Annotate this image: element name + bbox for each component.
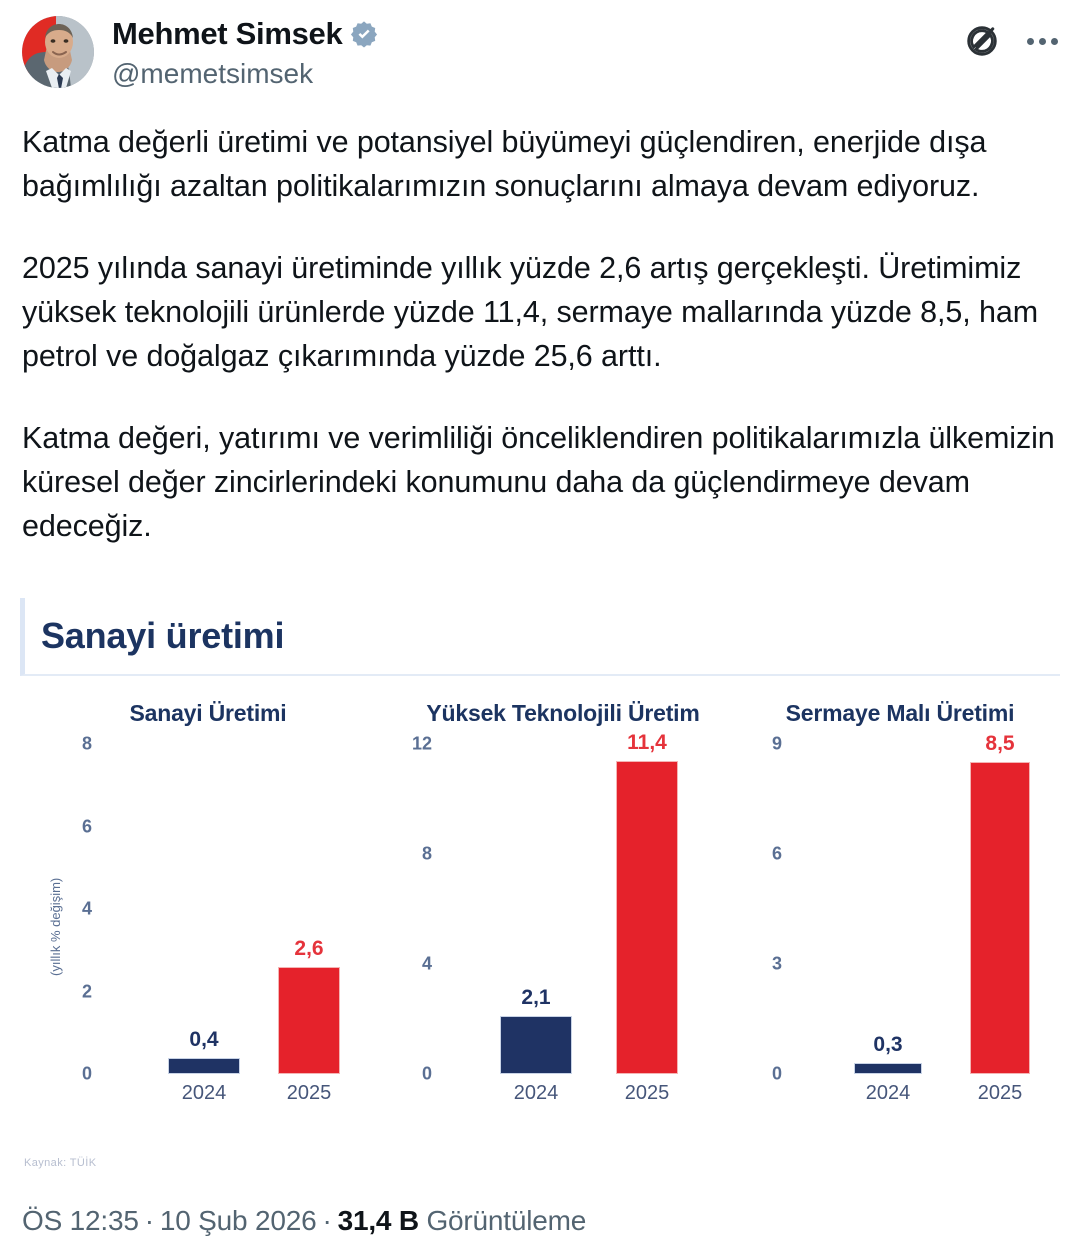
chart-panel-3 xyxy=(738,692,1062,1162)
tweet-time: ÖS 12:35 xyxy=(22,1205,139,1236)
x-axis-tick-label: 2024 xyxy=(513,1082,559,1104)
tweet-header xyxy=(22,14,1060,98)
chart-plot-area xyxy=(388,730,738,1104)
x-axis-tick-label: 2025 xyxy=(286,1082,332,1104)
x-axis-tick-label: 2024 xyxy=(181,1082,227,1104)
x-axis-tick-label: 2025 xyxy=(624,1082,670,1104)
chart-plot-area xyxy=(28,733,388,1104)
bar-value-label: 0,4 xyxy=(189,1027,219,1051)
y-axis-tick-label: 8 xyxy=(81,733,92,754)
display-name[interactable] xyxy=(112,14,378,54)
views-label: Görüntüleme xyxy=(426,1205,587,1236)
chart-source-note: Kaynak: TÜİK xyxy=(24,1157,97,1169)
separator-1: · xyxy=(144,1205,154,1236)
chart-title: Yüksek Teknolojili Üretim xyxy=(426,700,700,726)
y-axis-tick-label: 6 xyxy=(81,816,92,836)
charts-container xyxy=(18,692,1062,1162)
chart-panel-2 xyxy=(388,692,738,1162)
y-axis-tick-label: 4 xyxy=(81,898,92,919)
bar-value-label: 2,1 xyxy=(521,986,551,1010)
handle[interactable]: @memetsimsek xyxy=(112,58,314,89)
bar-value-label: 2,6 xyxy=(294,936,324,960)
bar-2025 xyxy=(970,762,1030,1074)
verified-badge-icon xyxy=(350,18,378,46)
y-axis-tick-label: 12 xyxy=(411,733,432,754)
y-axis-tick-label: 8 xyxy=(421,843,432,864)
chart-card-header xyxy=(20,598,1060,676)
header-actions xyxy=(965,24,1060,58)
tweet-footer xyxy=(22,1205,586,1237)
bar-value-label: 11,4 xyxy=(627,730,667,754)
avatar[interactable] xyxy=(22,16,94,88)
y-axis-tick-label: 3 xyxy=(771,953,782,974)
y-axis-tick-label: 4 xyxy=(421,953,432,974)
bar-2024 xyxy=(168,1058,240,1075)
x-axis-tick-label: 2025 xyxy=(977,1082,1023,1104)
y-axis-tick-label: 0 xyxy=(421,1063,432,1084)
separator-2: · xyxy=(322,1205,332,1236)
chart-card-title: Sanayi üretimi xyxy=(41,615,285,656)
y-axis-tick-label: 6 xyxy=(771,843,782,864)
more-options-icon[interactable] xyxy=(1025,32,1060,51)
bar-2025 xyxy=(616,761,678,1075)
y-axis-tick-label: 2 xyxy=(81,981,92,1001)
y-axis-tick-label: 0 xyxy=(771,1063,782,1084)
x-axis-tick-label: 2024 xyxy=(865,1082,911,1104)
bar-2024 xyxy=(854,1063,922,1074)
tweet-paragraph-2: 2025 yılında sanayi üretiminde yıllık yüzde 2,6 artış gerçekleşti. Üretimimiz yüksek teknolojili ürünlerde yüzde 11,4, sermaye mallarında yüzde 8,5, ham petrol ve doğalgaz çıkarımında yüzde 25,6 arttı. xyxy=(22,251,1039,373)
chart-title: Sanayi Üretimi xyxy=(129,700,287,726)
bar-2025 xyxy=(278,967,340,1074)
chart-title: Sermaye Malı Üretimi xyxy=(785,700,1015,726)
bar-value-label: 8,5 xyxy=(985,732,1015,756)
grok-icon[interactable] xyxy=(965,24,999,58)
views-count: 31,4 B xyxy=(337,1205,419,1236)
bar-2024 xyxy=(500,1016,572,1074)
tweet-text xyxy=(22,120,1062,548)
tweet-paragraph-1: Katma değerli üretimi ve potansiyel büyümeyi güçlendiren, enerjide dışa bağımlılığı azaltan politikalarımızın sonuçlarını almaya devam ediyoruz. xyxy=(22,125,987,203)
tweet-date: 10 Şub 2026 xyxy=(159,1205,317,1236)
chart-plot-area xyxy=(738,732,1062,1104)
y-axis-tick-label: 9 xyxy=(771,733,782,754)
author-names xyxy=(112,14,378,93)
y-axis-tick-label: 0 xyxy=(81,1063,92,1084)
tweet-paragraph-3: Katma değeri, yatırımı ve verimliliği önceliklendiren politikalarımızla ülkemizin küresel değer zincirlerindeki konumunu daha da güçlendirmeye devam edeceğiz. xyxy=(22,421,1055,543)
chart-media-card[interactable] xyxy=(18,588,1062,1182)
y-axis-label: (yıllık % değişim) xyxy=(48,877,63,976)
display-name-text: Mehmet Simsek xyxy=(112,16,343,51)
chart-panel-1 xyxy=(28,692,388,1162)
bar-value-label: 0,3 xyxy=(873,1033,903,1056)
